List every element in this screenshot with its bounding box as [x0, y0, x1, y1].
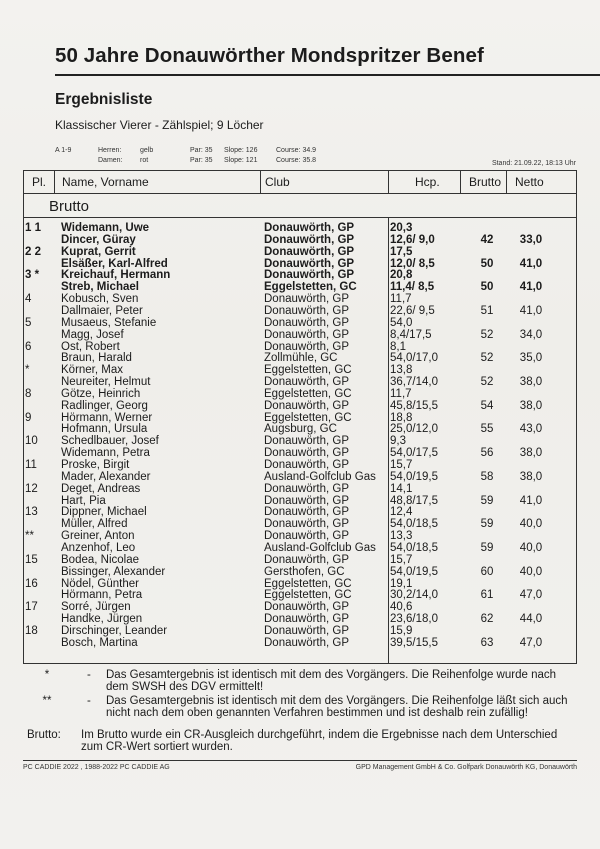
row-club: Donauwörth, GP — [264, 518, 350, 531]
table-row — [23, 625, 577, 637]
row-handicap: 25,0/12,0 — [390, 423, 438, 436]
row-brutto: 63 — [480, 636, 494, 649]
row-brutto: 54 — [480, 399, 494, 412]
course-info — [276, 146, 316, 166]
row-club: Donauwörth, GP — [264, 257, 355, 270]
table-row — [23, 329, 577, 341]
row-handicap: 12,6/ 9,0 — [390, 233, 435, 246]
row-club: Donauwörth, GP — [264, 245, 355, 258]
competition-description: Klassischer Vierer - Zählspiel; 9 Löcher — [55, 118, 264, 132]
table-row — [23, 483, 577, 495]
footnote-text: Das Gesamtergebnis ist identisch mit dem des Vorgängers. Die Reihenfolge läßt sich auch nicht nach dem oben genannten Verfahren bestimmen und ist deshalb rein zufällig! — [106, 695, 568, 719]
table-row — [23, 506, 577, 518]
row-player-name: Dirschinger, Leander — [61, 624, 168, 637]
row-netto: 35,0 — [519, 352, 543, 365]
title-underline — [55, 74, 600, 76]
row-handicap: 48,8/17,5 — [390, 494, 438, 507]
footnote-marker: ** — [42, 695, 52, 707]
table-row — [23, 637, 577, 649]
table-row — [23, 352, 577, 364]
row-club: Donauwörth, GP — [264, 376, 350, 389]
footer-left: PC CADDIE 2022 , 1988-2022 PC CADDIE AG — [23, 764, 170, 771]
row-handicap: 54,0/18,5 — [390, 518, 438, 531]
row-handicap: 11,7 — [390, 293, 412, 306]
row-handicap: 11,4/ 8,5 — [390, 281, 435, 294]
footnote-text: Im Brutto wurde ein CR-Ausgleich durchgeführt, indem die Ergebnisse nach dem Unterschied zum CR-Wert sortiert wurden. — [81, 729, 558, 753]
row-handicap: 54,0/17,0 — [390, 352, 438, 365]
row-handicap: 23,6/18,0 — [390, 613, 438, 626]
table-row — [23, 447, 577, 459]
row-club: Donauwörth, GP — [264, 506, 350, 519]
row-player-name: Schedlbauer, Josef — [61, 435, 159, 448]
footnote-dash: - — [87, 669, 91, 681]
row-netto: 40,0 — [519, 518, 543, 531]
damen-label: Damen: — [98, 157, 123, 164]
row-brutto: 51 — [480, 304, 494, 317]
row-handicap: 15,7 — [390, 459, 413, 471]
table-row — [23, 423, 577, 435]
row-player-name: Greiner, Anton — [61, 530, 135, 543]
table-row — [23, 518, 577, 530]
damen-course: Course: 35.8 — [276, 157, 317, 164]
table-row — [23, 601, 577, 613]
row-club: Donauwörth, GP — [264, 435, 350, 448]
table-row — [23, 471, 577, 483]
row-netto: 41,0 — [519, 494, 543, 507]
row-handicap: 11,7 — [390, 387, 412, 400]
row-club: Eggelstetten, GC — [264, 589, 352, 602]
table-row — [23, 613, 577, 625]
row-placement: ** — [25, 530, 34, 543]
row-club: Eggelstetten, GC — [264, 387, 352, 400]
row-brutto: 61 — [480, 589, 494, 602]
table-row — [23, 400, 577, 412]
row-player-name: Widemann, Petra — [61, 447, 150, 460]
row-placement: 15 — [25, 553, 38, 566]
row-brutto: 59 — [480, 541, 494, 554]
row-club: Donauwörth, GP — [264, 269, 355, 282]
row-placement: 1 1 — [25, 222, 41, 234]
herren-slope: Slope: 126 — [224, 147, 258, 154]
row-player-name: Kuprat, Gerrit — [61, 245, 136, 258]
row-placement: 4 — [25, 293, 32, 306]
row-netto: 38,0 — [519, 399, 543, 412]
herren-course: Course: 34.9 — [276, 147, 317, 154]
table-row — [23, 234, 577, 246]
row-club: Donauwörth, GP — [264, 233, 355, 246]
row-player-name: Neureiter, Helmut — [61, 376, 151, 389]
tee-labels — [98, 146, 123, 166]
row-club: Donauwörth, GP — [264, 624, 350, 637]
row-club: Donauwörth, GP — [264, 494, 350, 507]
herren-tee: gelb — [140, 147, 154, 154]
row-brutto: 59 — [480, 518, 494, 531]
row-placement: 9 — [25, 411, 32, 424]
header-name: Name, Vorname — [62, 175, 149, 189]
row-placement: * — [25, 364, 30, 377]
table-row — [23, 388, 577, 400]
row-club: Zollmühle, GC — [264, 352, 338, 365]
tee-colors — [140, 146, 153, 166]
row-netto: 38,0 — [519, 376, 543, 389]
row-club: Donauwörth, GP — [264, 636, 350, 649]
row-club: Donauwörth, GP — [264, 459, 350, 471]
row-player-name: Hörmann, Werner — [61, 411, 153, 424]
row-club: Donauwörth, GP — [264, 304, 350, 317]
row-player-name: Hörmann, Petra — [61, 589, 143, 602]
row-netto: 38,0 — [519, 447, 543, 460]
damen-tee: rot — [140, 157, 149, 164]
footer-right: GPD Management GmbH & Co. Golfpark Donauwörth KG, Donauwörth — [355, 764, 577, 771]
table-row — [23, 317, 577, 329]
column-divider — [460, 171, 461, 193]
footnote-marker: Brutto: — [27, 729, 61, 741]
header-hcp: Hcp. — [415, 175, 440, 189]
row-brutto: 58 — [480, 470, 494, 483]
row-netto: 40,0 — [519, 541, 543, 554]
row-handicap: 14,1 — [390, 482, 413, 495]
row-placement: 18 — [25, 624, 38, 637]
row-club: Donauwörth, GP — [264, 293, 350, 306]
row-placement: 8 — [25, 387, 32, 400]
row-handicap: 8,4/17,5 — [390, 328, 432, 341]
row-club: Donauwörth, GP — [264, 530, 350, 543]
row-handicap: 13,3 — [390, 530, 413, 543]
row-player-name: Proske, Birgit — [61, 459, 130, 471]
status-timestamp: Stand: 21.09.22, 18:13 Uhr — [491, 160, 576, 167]
row-brutto: 62 — [480, 613, 494, 626]
row-player-name: Widemann, Uwe — [61, 222, 150, 234]
row-brutto: 59 — [480, 494, 494, 507]
row-club: Donauwörth, GP — [264, 328, 350, 341]
row-player-name: Sorré, Jürgen — [61, 601, 131, 614]
table-row — [23, 281, 577, 293]
row-placement: 3 * — [25, 269, 40, 282]
row-player-name: Kreichauf, Hermann — [61, 269, 171, 282]
row-brutto: 56 — [480, 447, 494, 460]
herren-label: Herren: — [98, 147, 122, 154]
row-brutto: 52 — [480, 328, 494, 341]
row-brutto: 60 — [480, 565, 494, 578]
row-player-name: Bissinger, Alexander — [61, 565, 166, 578]
table-row — [23, 364, 577, 376]
row-placement: 17 — [25, 601, 38, 614]
table-row — [23, 258, 577, 270]
row-player-name: Körner, Max — [61, 364, 123, 377]
row-placement: 2 2 — [25, 245, 41, 258]
slope-info — [224, 146, 257, 166]
row-placement: 5 — [25, 316, 32, 329]
header-netto: Netto — [515, 175, 544, 189]
row-netto: 38,0 — [519, 470, 543, 483]
table-row — [23, 222, 577, 234]
row-club: Donauwörth, GP — [264, 222, 355, 234]
row-handicap: 19,1 — [390, 577, 413, 590]
holes-info — [55, 146, 71, 156]
row-player-name: Götze, Heinrich — [61, 387, 141, 400]
damen-slope: Slope: 121 — [224, 157, 258, 164]
row-handicap: 17,5 — [390, 245, 413, 258]
row-player-name: Mader, Alexander — [61, 470, 151, 483]
row-brutto: 52 — [480, 376, 494, 389]
table-row — [23, 435, 577, 447]
par-info — [190, 146, 213, 166]
row-player-name: Müller, Alfred — [61, 518, 128, 531]
table-row — [23, 246, 577, 258]
row-club: Donauwörth, GP — [264, 601, 350, 614]
row-netto: 41,0 — [519, 304, 543, 317]
footnote-marker: * — [44, 669, 50, 681]
row-player-name: Handke, Jürgen — [61, 613, 143, 626]
row-club: Ausland-Golfclub Gas — [264, 470, 376, 483]
table-row — [23, 566, 577, 578]
row-handicap: 15,9 — [390, 624, 413, 637]
row-player-name: Deget, Andreas — [61, 482, 141, 495]
row-handicap: 12,4 — [390, 506, 413, 519]
row-club: Augsburg, GC — [264, 423, 337, 436]
table-row — [23, 495, 577, 507]
row-player-name: Dippner, Michael — [61, 506, 147, 519]
row-netto: 41,0 — [519, 281, 543, 294]
table-row — [23, 269, 577, 281]
table-header — [24, 171, 576, 194]
table-row — [23, 376, 577, 388]
row-handicap: 8,1 — [390, 340, 406, 353]
row-placement: 11 — [25, 459, 37, 471]
row-brutto: 52 — [480, 352, 494, 365]
row-handicap: 20,8 — [390, 269, 413, 282]
row-club: Donauwörth, GP — [264, 316, 350, 329]
section-title: Brutto — [49, 198, 90, 215]
row-handicap: 36,7/14,0 — [390, 376, 438, 389]
row-player-name: Kobusch, Sven — [61, 293, 139, 306]
header-pl: Pl. — [32, 175, 47, 189]
row-player-name: Bodea, Nicolae — [61, 553, 139, 566]
row-club: Donauwörth, GP — [264, 553, 350, 566]
row-club: Donauwörth, GP — [264, 613, 350, 626]
column-divider — [54, 171, 55, 193]
row-handicap: 39,5/15,5 — [390, 636, 438, 649]
row-handicap: 20,3 — [390, 222, 413, 234]
row-placement: 12 — [25, 482, 38, 495]
holes-label: A 1-9 — [55, 147, 72, 154]
table-row — [23, 293, 577, 305]
row-handicap: 15,7 — [390, 553, 413, 566]
row-player-name: Musaeus, Stefanie — [61, 316, 157, 329]
row-player-name: Elsäßer, Karl-Alfred — [61, 257, 168, 270]
damen-par: Par: 35 — [190, 157, 213, 164]
row-handicap: 54,0/18,5 — [390, 541, 438, 554]
row-player-name: Nödel, Günther — [61, 577, 139, 590]
row-player-name: Ost, Robert — [61, 340, 120, 353]
row-handicap: 18,8 — [390, 411, 413, 424]
row-club: Donauwörth, GP — [264, 482, 350, 495]
row-club: Donauwörth, GP — [264, 340, 350, 353]
subtitle: Ergebnisliste — [55, 91, 153, 108]
row-club: Donauwörth, GP — [264, 399, 350, 412]
column-divider — [260, 171, 261, 193]
row-handicap: 54,0 — [390, 316, 413, 329]
row-netto: 33,0 — [519, 233, 543, 246]
row-club: Gersthofen, GC — [264, 565, 345, 578]
row-brutto: 42 — [480, 233, 494, 246]
row-placement: 10 — [25, 435, 38, 448]
page-title: 50 Jahre Donauwörther Mondspritzer Benef — [55, 44, 484, 67]
row-netto: 43,0 — [519, 423, 543, 436]
column-divider — [388, 171, 389, 193]
row-placement: 6 — [25, 340, 32, 353]
row-netto: 34,0 — [519, 328, 543, 341]
row-club: Eggelstetten, GC — [264, 577, 352, 590]
row-placement: 16 — [25, 577, 38, 590]
row-club: Eggelstetten, GC — [264, 281, 357, 294]
row-player-name: Bosch, Martina — [61, 636, 138, 649]
row-netto: 44,0 — [519, 613, 543, 626]
table-row — [23, 554, 577, 566]
row-handicap: 9,3 — [390, 435, 406, 448]
row-club: Eggelstetten, GC — [264, 364, 352, 377]
table-row — [23, 589, 577, 601]
column-divider — [506, 171, 507, 193]
row-handicap: 54,0/19,5 — [390, 565, 438, 578]
row-netto: 47,0 — [519, 589, 543, 602]
row-placement: 13 — [25, 506, 38, 519]
table-row — [23, 412, 577, 424]
row-handicap: 22,6/ 9,5 — [390, 304, 435, 317]
row-netto: 41,0 — [519, 257, 543, 270]
row-brutto: 50 — [480, 257, 494, 270]
footnote-dash: - — [87, 695, 91, 707]
table-row — [23, 578, 577, 590]
row-player-name: Anzenhof, Leo — [61, 541, 136, 554]
table-row — [23, 341, 577, 353]
row-brutto: 50 — [480, 281, 494, 294]
row-player-name: Braun, Harald — [61, 352, 132, 365]
header-club: Club — [265, 175, 290, 189]
row-handicap: 13,8 — [390, 364, 413, 377]
footer-divider — [23, 760, 577, 761]
row-player-name: Streb, Michael — [61, 281, 139, 294]
row-player-name: Dincer, Güray — [61, 233, 136, 246]
herren-par: Par: 35 — [190, 147, 213, 154]
row-netto: 40,0 — [519, 565, 543, 578]
row-brutto: 55 — [480, 423, 494, 436]
row-handicap: 40,6 — [390, 601, 413, 614]
footnote-text: Das Gesamtergebnis ist identisch mit dem des Vorgängers. Die Reihenfolge wurde nach dem SWSH des DGV ermittelt! — [106, 669, 557, 693]
table-row — [23, 459, 577, 471]
row-player-name: Dallmaier, Peter — [61, 304, 143, 317]
row-club: Donauwörth, GP — [264, 447, 350, 460]
row-player-name: Magg, Josef — [61, 328, 124, 341]
row-handicap: 54,0/19,5 — [390, 470, 438, 483]
table-row — [23, 542, 577, 554]
row-netto: 47,0 — [519, 636, 543, 649]
row-player-name: Hart, Pia — [61, 494, 106, 507]
header-brutto: Brutto — [469, 175, 502, 189]
row-handicap: 45,8/15,5 — [390, 399, 438, 412]
row-handicap: 12,0/ 8,5 — [390, 257, 435, 270]
row-player-name: Hofmann, Ursula — [61, 423, 148, 436]
row-club: Eggelstetten, GC — [264, 411, 352, 424]
table-row — [23, 305, 577, 317]
section-divider — [24, 217, 576, 218]
row-club: Ausland-Golfclub Gas — [264, 541, 376, 554]
table-row — [23, 530, 577, 542]
row-player-name: Radlinger, Georg — [61, 399, 148, 412]
row-handicap: 54,0/17,5 — [390, 447, 438, 460]
row-handicap: 30,2/14,0 — [390, 589, 438, 602]
